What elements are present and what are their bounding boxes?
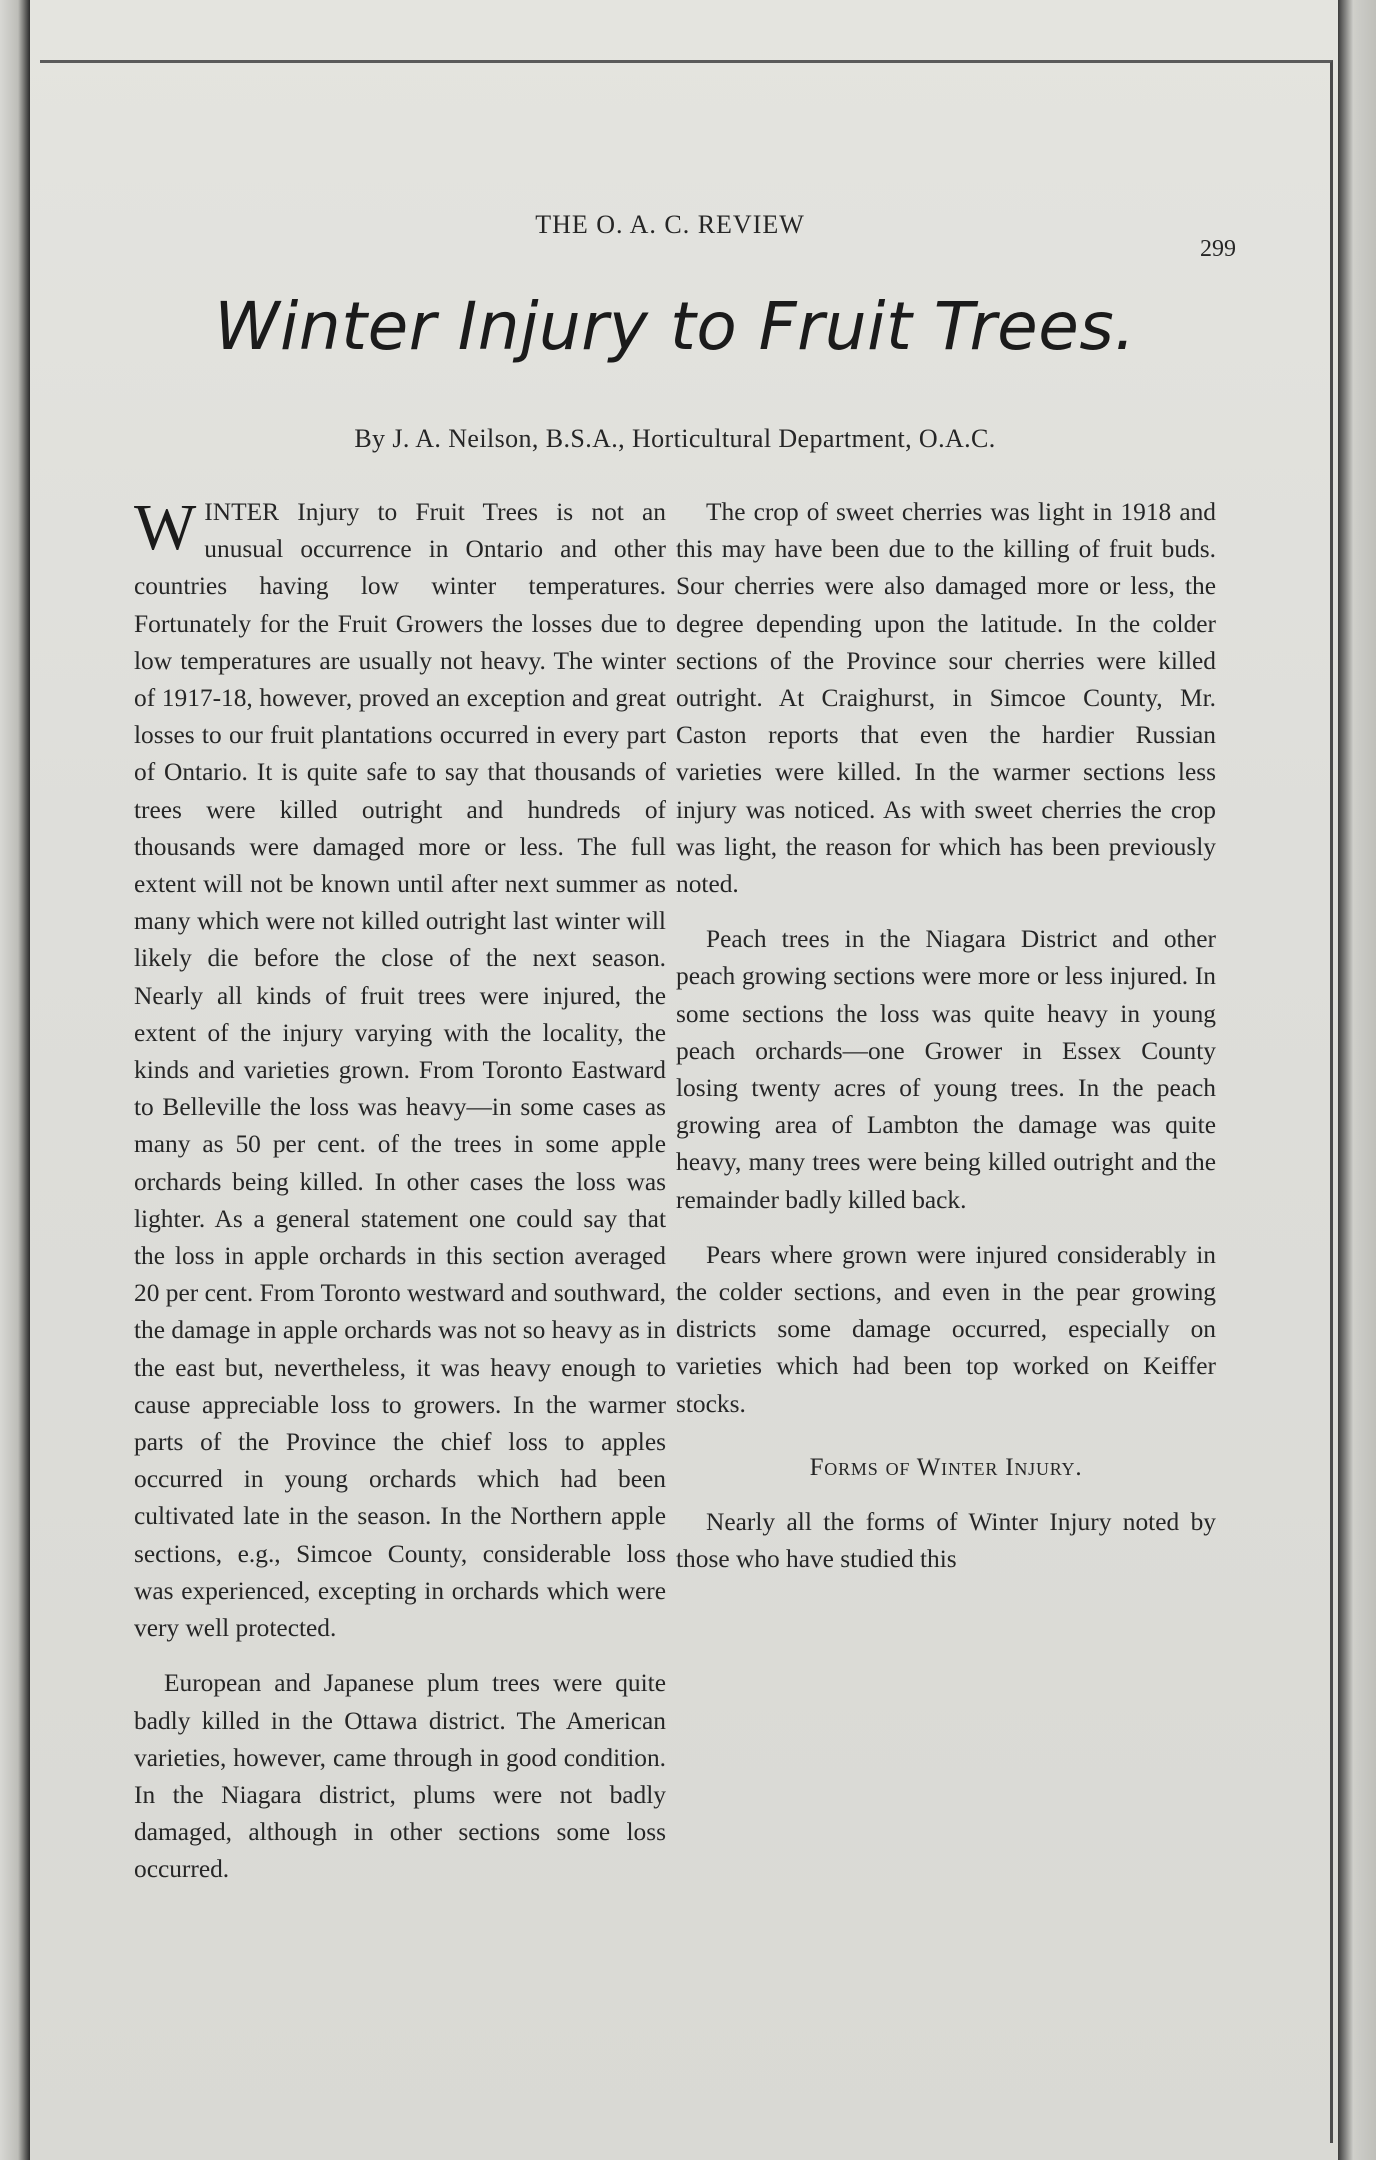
right-column [676,494,1216,1578]
page-number: 299 [1200,236,1236,262]
paragraph-plums-text: European and Japanese plum trees were quite badly killed in the Ottawa district. The American varieties, however, came through in good condition. In the Niagara district, plums were not badly damaged, although in other sections some loss occurred. [134,1669,666,1884]
section-subheading: Forms of Winter Injury. [809,1453,1083,1481]
author-byline: By J. A. Neilson, B.S.A., Horticultural Department, O.A.C. [354,424,996,453]
paragraph-intro-text: Injury to Fruit Trees is not an unusual occurrence in Ontario and other countries having low winter temperatures. Fortunately for the Fruit Growers the losses due to low temperatures are usually not heavy. The winter of 1917-18, however, proved an exception and great losses to our fruit plantations occurred in every part of Ontario. It is quite safe to say that thousands of trees were killed outright and hundreds of thousands were damaged more or less. The full extent will not be known until after next summer as many which were not killed outright last winter will likely die before the close of the next season. Nearly all kinds of fruit trees were injured, the extent of the injury varying with the locality, the kinds and varieties grown. From Toronto Eastward to Belleville the loss was heavy—in some cases as many as 50 per cent. of the trees in some apple orchards being killed. In other cases the loss was lighter. As a general statement one could say that the loss in apple orchards in this section averaged 20 per cent. From Toronto westward and southward, the damage in apple orchards was not so heavy as in the east but, nevertheless, it was heavy enough to cause appreciable loss to growers. In the warmer parts of the Province the chief loss to apples occurred in young orchards which had been cultivated late in the season. In the Northern apple sections, e.g., Simcoe County, considerable loss was experienced, excepting in orchards which were very well protected. [134,498,666,1643]
lead-in-small-caps: INTER [204,498,280,526]
drop-cap: W [134,491,197,564]
adjacent-page-edge [0,0,30,2160]
book-binding-edge [1338,0,1376,2160]
left-column [134,491,666,1889]
paragraph-intro [134,491,666,1647]
paragraph-pears: Pears where grown were injured considerably in the colder sections, and even in the pear growing districts some damage occurred, especially on varieties which had been top worked on Keiffer stocks. [676,1240,1216,1418]
article-title: Winter Injury to Fruit Trees. [214,288,1136,365]
paragraph-forms: Nearly all the forms of Winter Injury noted by those who have studied this [676,1508,1216,1574]
running-head: THE O. A. C. REVIEW [535,210,805,239]
paragraph-plums-start [134,1665,666,1888]
paragraph-cherries: The crop of sweet cherries was light in 1918 and this may have been due to the killing of fruit buds. Sour cherries were also damaged more or less, the degree depending upon the latitude. In the colder sections of the Province sour cherries were killed outright. At Craighurst, in Simcoe County, Mr. Caston reports that even the hardier Russian varieties were killed. In the warmer sections less injury was noticed. As with sweet cherries the crop was light, the reason for which has been previously noted. [676,498,1216,899]
paragraph-peaches: Peach trees in the Niagara District and other peach growing sections were more or less injured. In some sections the loss was quite heavy in young peach orchards—one Grower in Essex County losing twenty acres of young trees. In the peach growing area of Lambton the damage was quite heavy, many trees were being killed outright and the remainder badly killed back. [676,925,1216,1214]
